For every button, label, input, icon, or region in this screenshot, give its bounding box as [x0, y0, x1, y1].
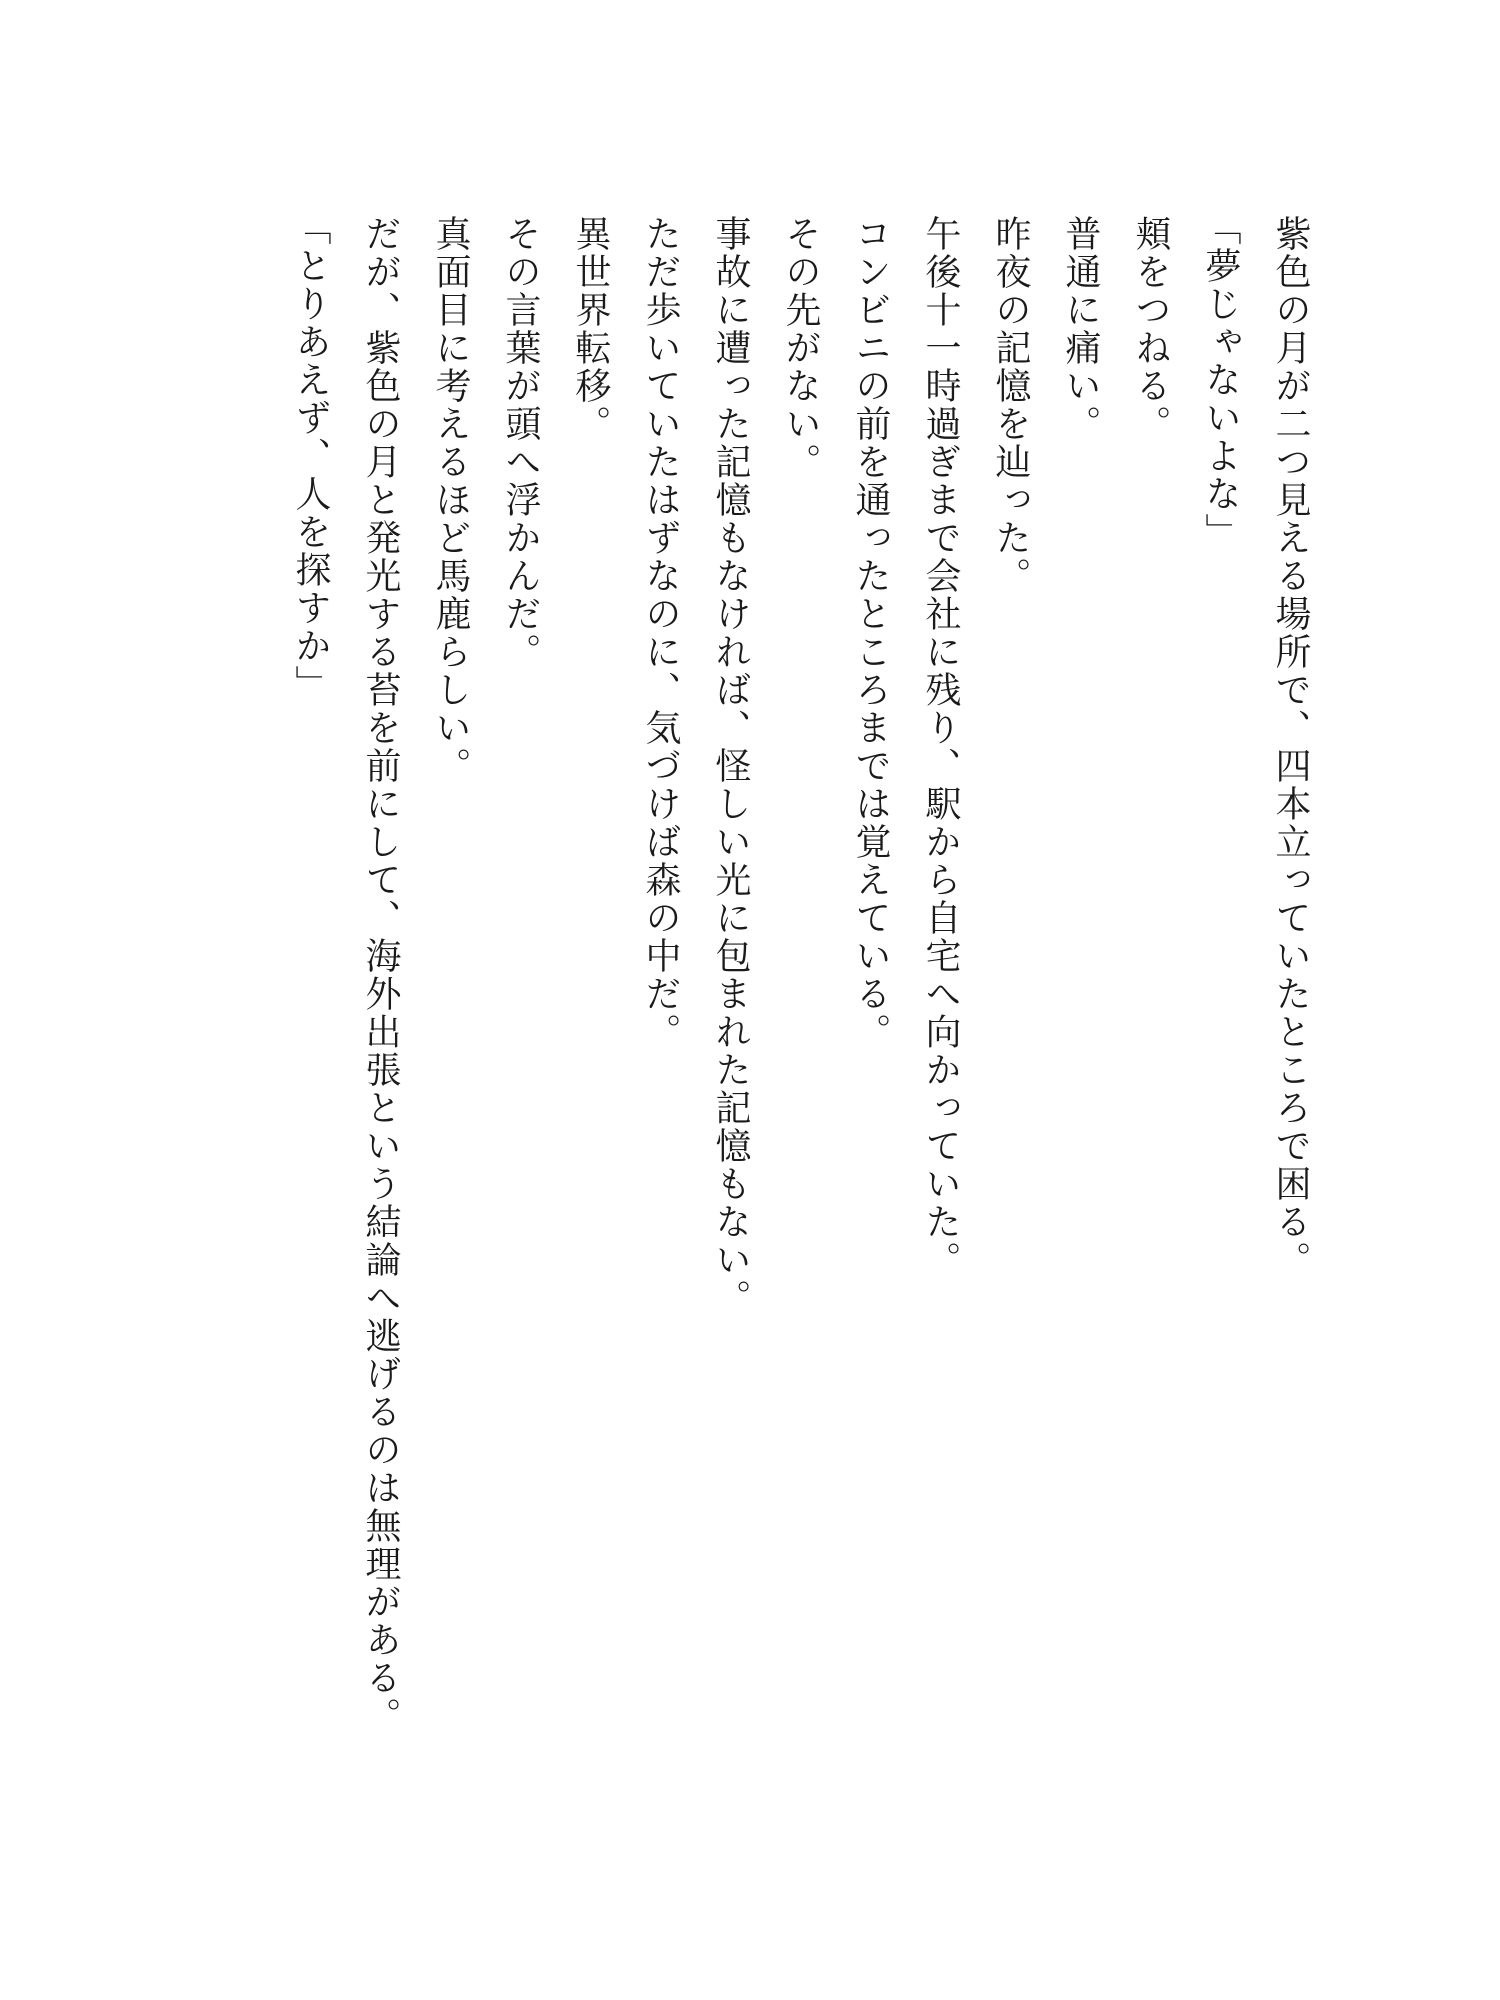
- text-line-13: 真面目に考えるほど馬鹿らしい。: [430, 215, 471, 785]
- text-line-15: 「とりあえず、人を探すか」: [290, 209, 331, 703]
- text-line-10: ただ歩いていたはずなのに、気づけば森の中だ。: [640, 215, 681, 1051]
- text-line-8: その先がない。: [780, 215, 821, 481]
- vertical-text-body: [275, 209, 1325, 1735]
- text-line-7: コンビニの前を通ったところまでは覚えている。: [850, 215, 891, 1051]
- text-line-12: その言葉が頭へ浮かんだ。: [500, 215, 541, 671]
- text-line-14: だが、紫色の月と発光する苔を前にして、海外出張という結論へ逃げるのは無理がある。: [360, 215, 401, 1735]
- text-line-6: 午後十一時過ぎまで会社に残り、駅から自宅へ向かっていた。: [920, 215, 961, 1279]
- text-line-11: 異世界転移。: [570, 215, 611, 443]
- text-line-5: 昨夜の記憶を辿った。: [990, 215, 1031, 595]
- text-line-2: 「夢じゃないよな」: [1200, 209, 1241, 551]
- text-line-1: 紫色の月が二つ見える場所で、四本立っていたところで困る。: [1270, 215, 1311, 1279]
- text-line-3: 頬をつねる。: [1130, 215, 1171, 443]
- text-line-9: 事故に遭った記憶もなければ、怪しい光に包まれた記憶もない。: [710, 215, 751, 1317]
- text-line-4: 普通に痛い。: [1060, 215, 1101, 443]
